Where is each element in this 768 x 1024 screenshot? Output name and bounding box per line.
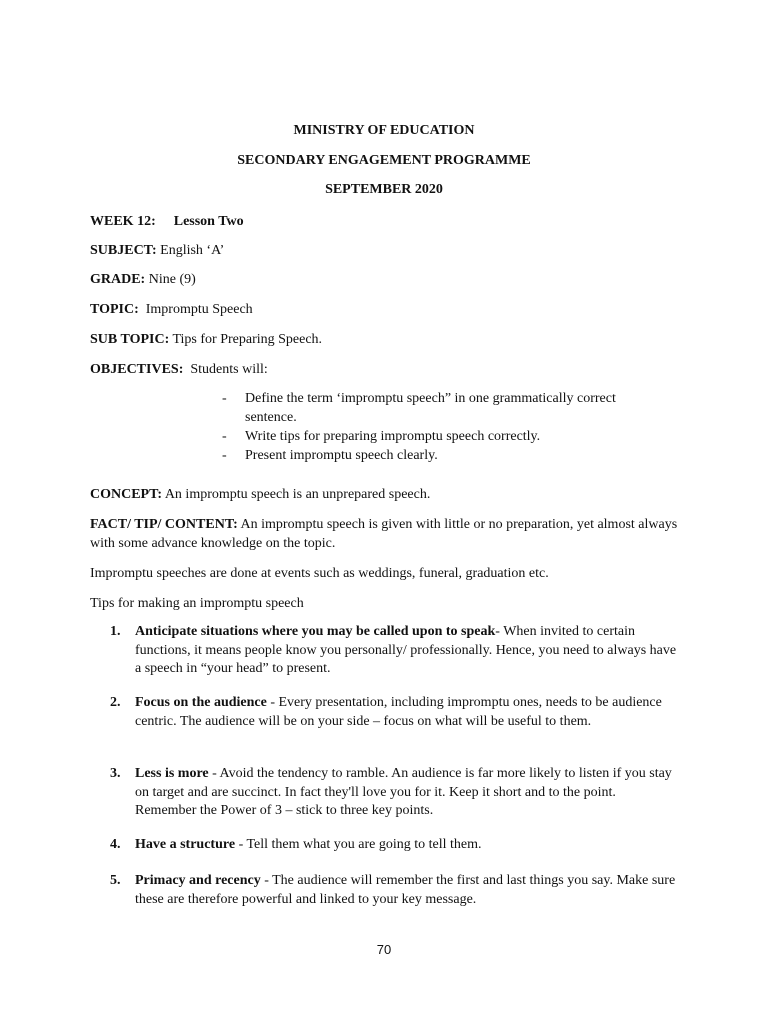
topic-label: TOPIC:: [90, 302, 139, 317]
objective-text: Present impromptu speech clearly.: [245, 448, 438, 463]
tip-item: [110, 836, 680, 855]
subject-line: [90, 241, 680, 260]
tip-number: 4.: [110, 837, 121, 852]
tip-title: Focus on the audience: [135, 695, 267, 710]
objectives-value: Students will:: [190, 362, 268, 377]
page-number: 70: [376, 942, 392, 957]
tip-text: - Avoid the tendency to ramble. An audience is far more likely to listen if you stay on target and are succinct. In fact they'll love you for it. Keep it short and to the point. Remember the Power of 3 – stick to three key points.: [135, 766, 672, 818]
subject-label: SUBJECT:: [90, 243, 157, 258]
objectives-list: [222, 389, 662, 465]
tip-text: - When invited to certain functions, it means people know you personally/ professionally. Hence, you need to always have a speech in “your head” to present.: [135, 624, 677, 676]
objective-bullet: -: [222, 448, 227, 463]
objective-text: Write tips for preparing impromptu speech correctly.: [245, 429, 541, 444]
tip-number: 2.: [110, 695, 121, 710]
week-label: WEEK 12:: [90, 214, 156, 229]
objective-item: [222, 427, 662, 446]
objective-text: Define the term ‘impromptu speech” in one grammatically correct sentence.: [245, 391, 616, 425]
subject-value: English ‘A’: [160, 243, 225, 258]
objective-item: [222, 446, 662, 465]
events-paragraph: Impromptu speeches are done at events such as weddings, funeral, graduation etc.: [90, 566, 549, 581]
ministry-heading: MINISTRY OF EDUCATION: [293, 123, 475, 138]
date-heading: SEPTEMBER 2020: [325, 182, 443, 197]
concept-paragraph: [90, 485, 680, 504]
concept-label: CONCEPT:: [90, 487, 163, 502]
week-line: [90, 212, 680, 231]
grade-value: Nine (9): [148, 272, 196, 287]
grade-line: [90, 270, 680, 289]
objectives-label: OBJECTIVES:: [90, 362, 184, 377]
programme-heading: SECONDARY ENGAGEMENT PROGRAMME: [237, 153, 531, 168]
objective-bullet: -: [222, 429, 227, 444]
tips-intro: Tips for making an impromptu speech: [90, 596, 304, 611]
subtopic-line: [90, 330, 680, 349]
tip-text: - The audience will remember the first and last things you say. Make sure these are therefore powerful and linked to your key message.: [135, 873, 676, 907]
tip-title: Have a structure: [135, 837, 236, 852]
topic-line: [90, 300, 680, 319]
tip-item: [110, 872, 680, 909]
objectives-line: [90, 360, 680, 379]
fact-label: FACT/ TIP/ CONTENT:: [90, 517, 238, 532]
tip-item: [110, 623, 680, 679]
concept-text: An impromptu speech is an unprepared speech.: [164, 487, 431, 502]
tip-title: Anticipate situations where you may be called upon to speak: [135, 624, 496, 639]
fact-text: An impromptu speech is given with little or no preparation, yet almost always with some advance knowledge on the topic.: [90, 517, 678, 551]
objective-bullet: -: [222, 391, 227, 406]
tip-number: 3.: [110, 766, 121, 781]
fact-paragraph: [90, 515, 680, 553]
topic-value: Impromptu Speech: [145, 302, 253, 317]
tip-item: [110, 694, 680, 731]
tip-number: 5.: [110, 873, 121, 888]
tip-text: - Every presentation, including impromptu ones, needs to be audience centric. The audience will be on your side – focus on what will be useful to them.: [135, 695, 662, 729]
tip-title: Primacy and recency: [135, 873, 261, 888]
tip-number: 1.: [110, 624, 121, 639]
grade-label: GRADE:: [90, 272, 146, 287]
subtopic-label: SUB TOPIC:: [90, 332, 170, 347]
tip-text: - Tell them what you are going to tell them.: [235, 837, 482, 852]
tip-title: Less is more: [135, 766, 209, 781]
objective-item: [222, 389, 662, 427]
tip-item: [110, 765, 680, 821]
week-value: Lesson Two: [173, 214, 244, 229]
subtopic-value: Tips for Preparing Speech.: [172, 332, 323, 347]
